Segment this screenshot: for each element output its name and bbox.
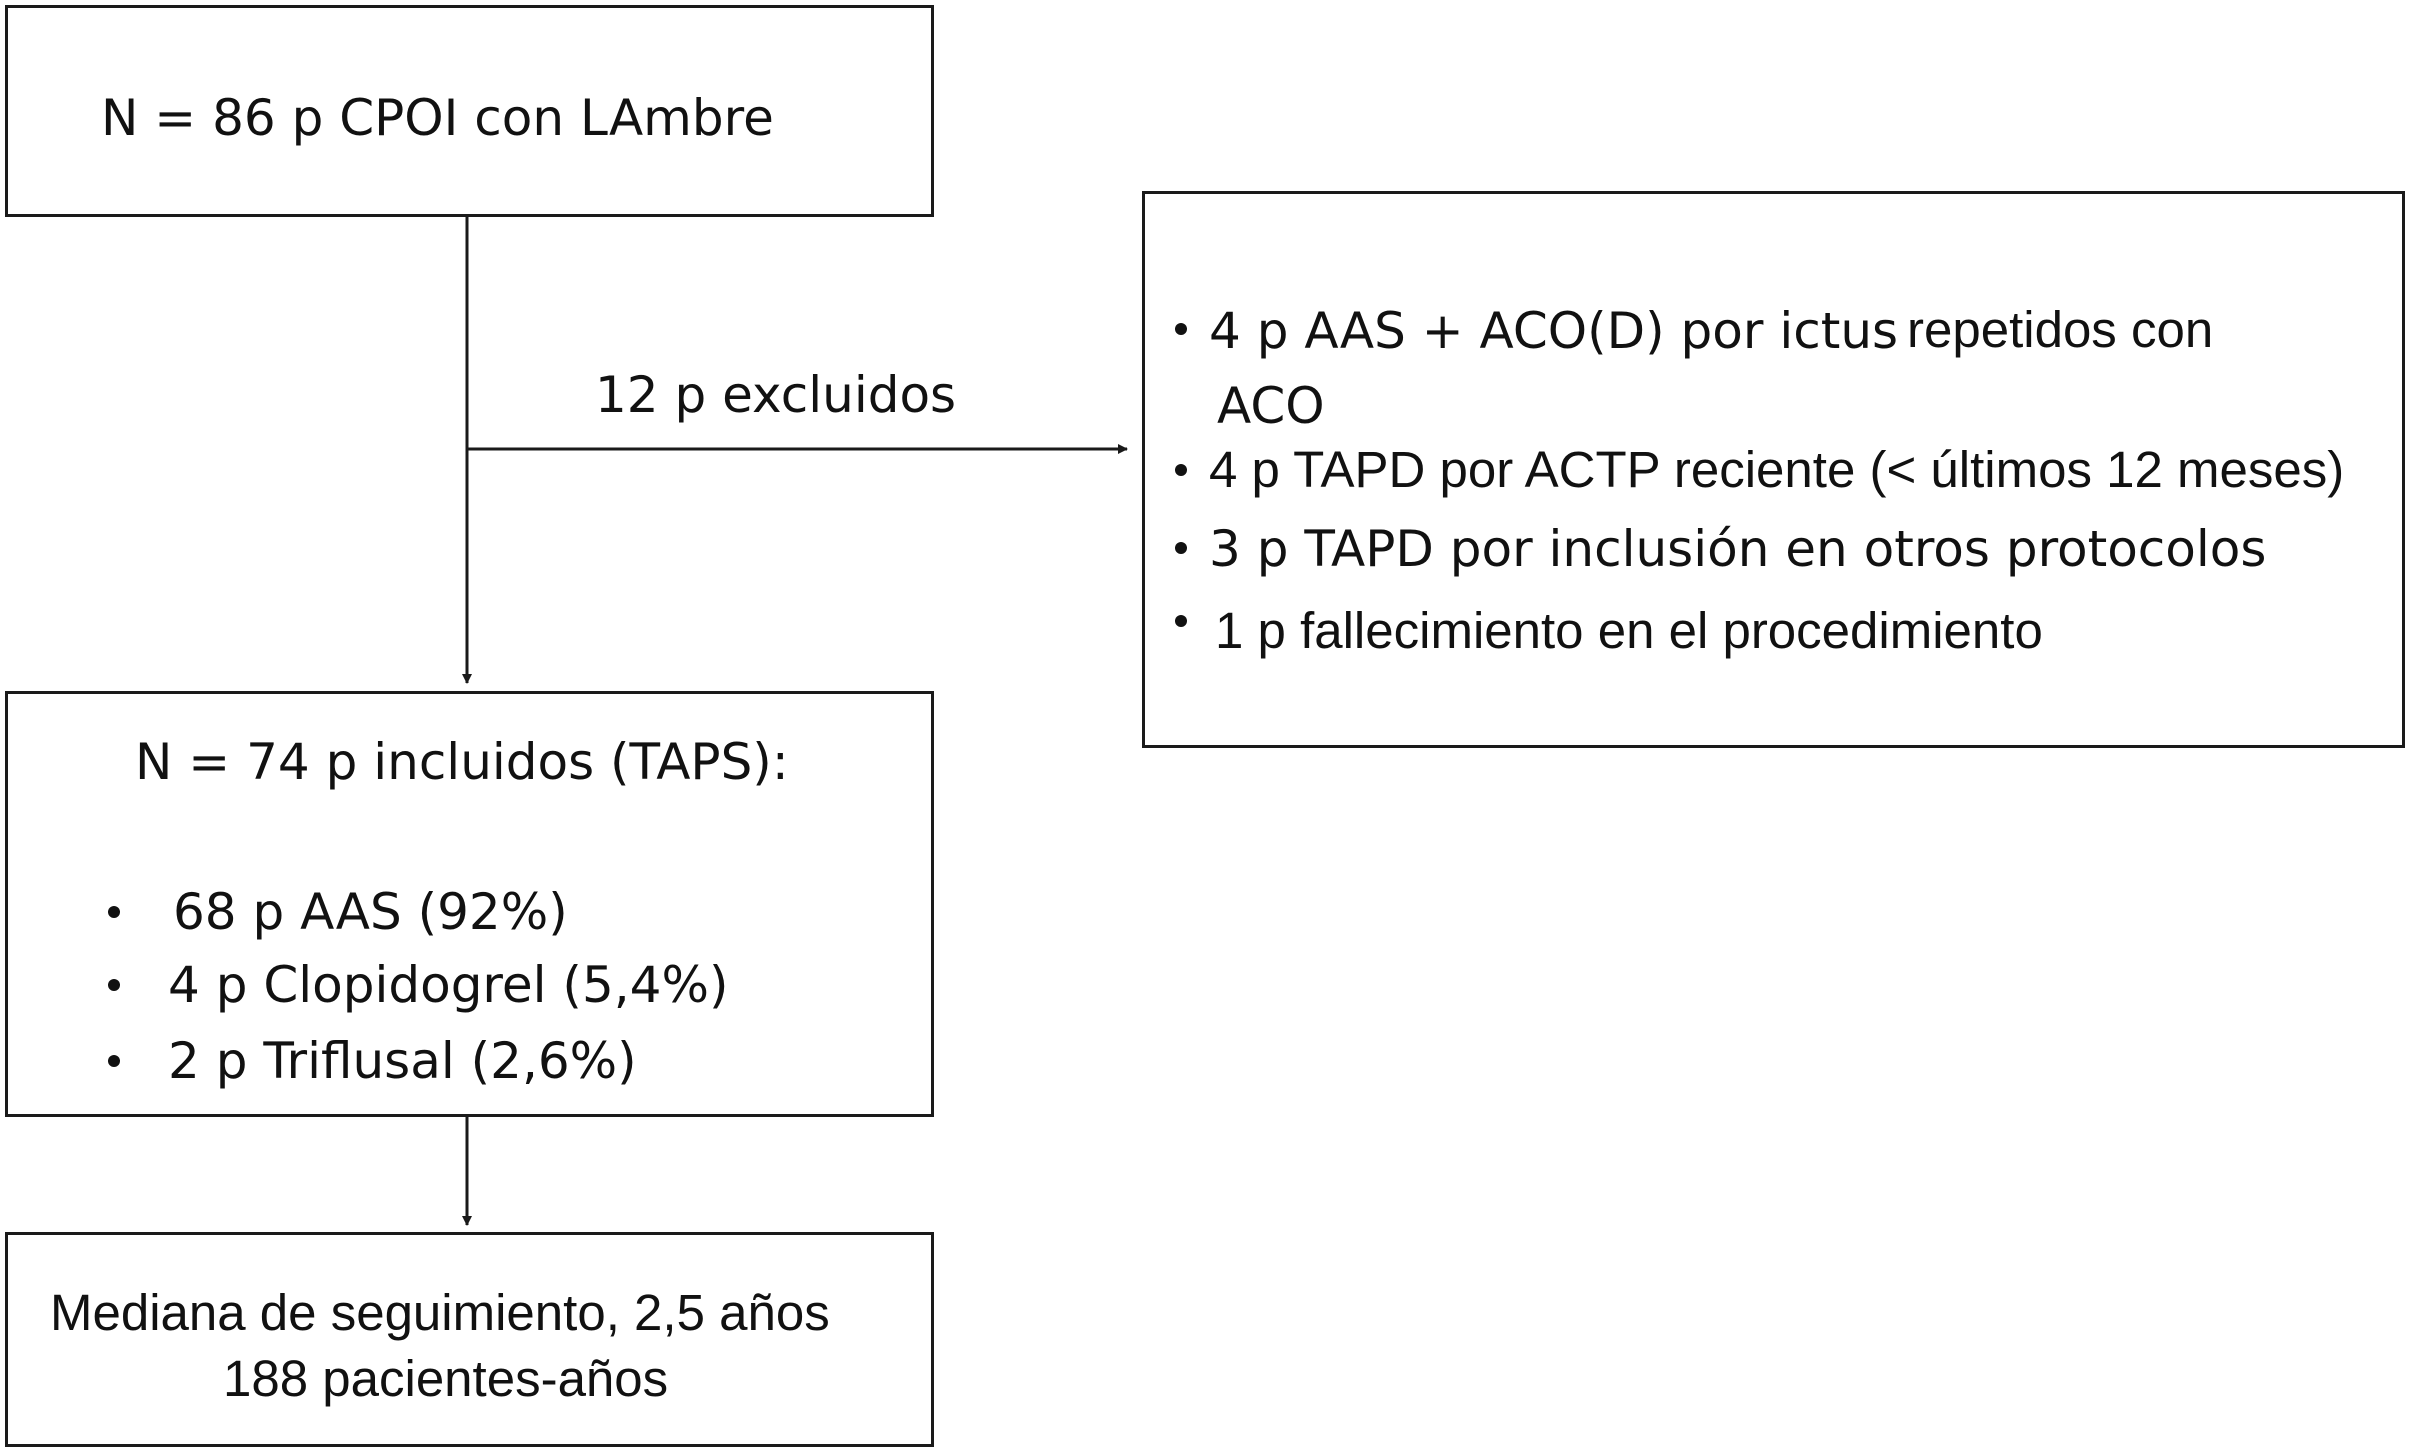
total-patients-text: N = 86 p CPOI con LAmbre bbox=[101, 89, 774, 147]
included-patients-box bbox=[5, 691, 934, 1117]
bullet-icon bbox=[108, 979, 120, 991]
exclusion-item-text: 4 p TAPD por ACTP reciente (< últimos 12 meses) bbox=[1209, 441, 2345, 498]
included-patients-title: N = 74 p incluidos (TAPS): bbox=[135, 733, 789, 791]
bullet-icon bbox=[108, 906, 120, 918]
followup-box bbox=[5, 1232, 934, 1447]
exclusion-item-text: 3 p TAPD por inclusión en otros protocolos bbox=[1209, 520, 2267, 578]
exclusion-item-text: 1 p fallecimiento en el procedimiento bbox=[1215, 602, 2043, 659]
followup-median-text: Mediana de seguimiento, 2,5 años bbox=[50, 1284, 830, 1341]
bullet-icon bbox=[1175, 615, 1187, 627]
excluded-count-label: 12 p excluidos bbox=[595, 366, 957, 424]
exclusion-item-text: ACO bbox=[1217, 377, 1325, 435]
exclusion-reasons-box bbox=[1142, 191, 2405, 748]
treatment-item-text: 68 p AAS (92%) bbox=[173, 883, 568, 941]
exclusion-item-text: 4 p AAS + ACO(D) por ictus bbox=[1209, 302, 1899, 360]
bullet-icon bbox=[1175, 464, 1187, 476]
bullet-icon bbox=[108, 1055, 120, 1067]
treatment-item-text: 2 p Triflusal (2,6%) bbox=[168, 1032, 637, 1090]
bullet-icon bbox=[1175, 542, 1187, 554]
total-patients-box bbox=[5, 5, 934, 217]
treatment-item-text: 4 p Clopidogrel (5,4%) bbox=[168, 956, 729, 1014]
followup-patient-years-text: 188 pacientes-años bbox=[223, 1350, 669, 1407]
bullet-icon bbox=[1175, 323, 1187, 335]
exclusion-item-text: repetidos con bbox=[1907, 301, 2214, 358]
